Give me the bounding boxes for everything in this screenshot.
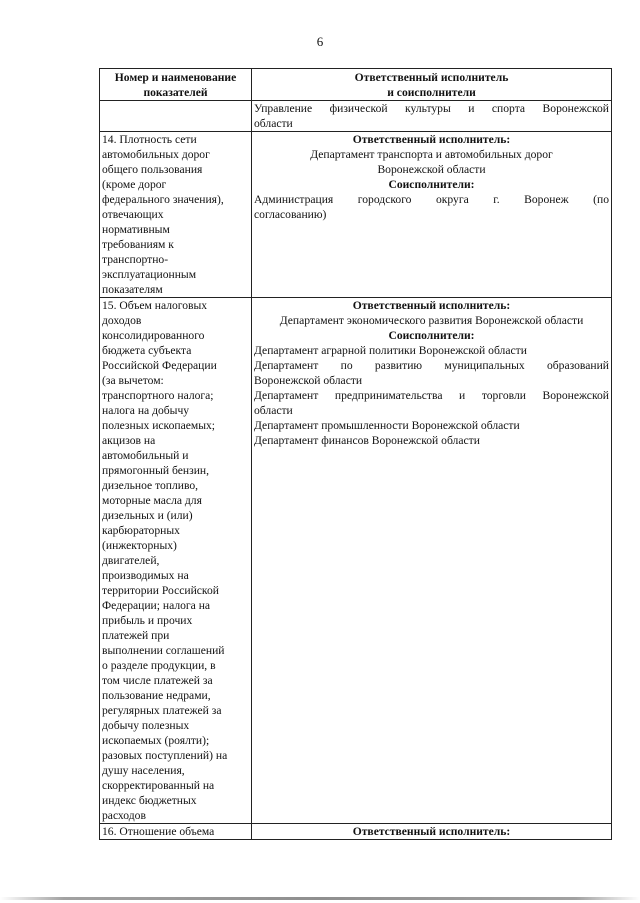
indicator-line: регулярных платежей за [102,704,222,717]
responsible-heading: Ответственный исполнитель: [352,133,511,146]
header-responsible-line1: Ответственный исполнитель [354,71,509,84]
indicator-line: добычу полезных [102,719,190,732]
co-executors-heading: Соисполнители: [388,329,475,342]
indicator-line: территории Российской [102,584,219,597]
indicator-line: отвечающих [102,208,164,221]
indicator-line: дизельных и (или) [102,509,193,522]
table-row [100,824,612,840]
indicator-line: том числе платежей за [102,674,213,687]
header-indicators-line1: Номер и наименование [114,71,237,84]
indicator-line: (за вычетом: [102,374,164,387]
indicator-line: показателям [102,283,163,296]
indicator-line: Федерации; налога на [102,599,211,612]
indicator-line: общего пользования [102,163,203,176]
indicator-line: скорректированный на [102,779,215,792]
indicators-table [99,68,612,840]
table-header-row [100,69,612,101]
indicator-line: ископаемых (роялти); [102,734,210,747]
indicator-cell-14 [100,132,252,298]
indicator-line: пользование недрами, [102,689,211,702]
indicator-line: автомобильный и [102,449,189,462]
indicator-line: карбюраторных [102,524,180,537]
indicator-line: 14. Плотность сети [102,133,197,146]
responsible-cell-16 [252,824,612,840]
indicator-line: требованиям к [102,238,174,251]
indicator-line: доходов [102,314,142,327]
indicator-line: (инжекторных) [102,539,177,552]
responsible-name-line2: Воронежской области [377,163,486,176]
header-indicators-line2: показателей [143,86,208,99]
indicator-line: автомобильных дорог [102,148,210,161]
indicator-line: душу населения, [102,764,185,777]
indicator-line: полезных ископаемых; [102,419,216,432]
responsible-cell-14 [252,132,612,298]
indicator-line: прямогонный бензин, [102,464,210,477]
responsible-name-line1: Департамент экономического развития Воронежской области [279,314,584,327]
indicator-cell-15 [100,298,252,824]
indicator-line: транспортно- [102,253,169,266]
continuation-line2: области [254,117,293,130]
indicator-line: нормативным [102,223,170,236]
responsible-name-line1: Департамент транспорта и автомобильных дорог [310,148,553,161]
co-executor-item-cont: Воронежской области [254,374,363,387]
header-responsible-line2: и соисполнители [387,86,476,99]
indicator-line: выполнении соглашений [102,644,225,657]
co-executor-line2: согласованию) [254,208,327,221]
co-executor-item: Департамент по развитию муниципальных образований [254,359,609,372]
indicator-line: 16. Отношение объема [102,825,215,838]
header-indicators [100,69,252,101]
table-row [100,101,612,132]
indicator-line: производимых на [102,569,189,582]
indicator-line: 15. Объем налоговых [102,299,208,312]
indicator-line: платежей при [102,629,170,642]
co-executor-item: Департамент промышленности Воронежской области [254,419,520,432]
indicator-line: индекс бюджетных [102,794,197,807]
indicator-cell-16 [100,824,252,840]
indicator-cell-empty [100,101,252,132]
responsible-heading: Ответственный исполнитель: [352,825,511,838]
indicator-line: о разделе продукции, в [102,659,216,672]
indicator-line: транспортного налога; [102,389,214,402]
table-row [100,298,612,824]
indicator-line: прибыль и прочих [102,614,193,627]
responsible-cell-15 [252,298,612,824]
indicator-line: акцизов на [102,434,156,447]
co-executor-item: Департамент предпринимательства и торговли Воронежской [254,389,609,402]
indicator-line: двигателей, [102,554,160,567]
indicator-line: консолидированного [102,329,205,342]
indicator-line: налога на добычу [102,404,190,417]
indicator-line: дизельное топливо, [102,479,199,492]
co-executor-item: Департамент аграрной политики Воронежской области [254,344,527,357]
indicator-line: моторные масла для [102,494,202,507]
indicator-line: эксплуатационным [102,268,197,281]
responsible-heading: Ответственный исполнитель: [352,299,511,312]
page-number: 6 [316,34,324,49]
continuation-line1: Управление физической культуры и спорта Воронежской [254,102,609,115]
co-executors-heading: Соисполнители: [388,178,475,191]
indicator-line: разовых поступлений) на [102,749,228,762]
responsible-cell [252,101,612,132]
table-row [100,132,612,298]
header-responsible [252,69,612,101]
co-executor-item-cont: области [254,404,293,417]
indicator-line: (кроме дорог [102,178,167,191]
indicator-line: бюджета субъекта [102,344,192,357]
indicator-line: Российской Федерации [102,359,217,372]
indicator-line: федерального значения), [102,193,224,206]
co-executor-item: Департамент финансов Воронежской области [254,434,480,447]
scan-edge-shadow [0,897,640,900]
indicator-line: расходов [102,809,146,822]
co-executor-line1: Администрация городского округа г. Воронеж (по [254,193,609,206]
